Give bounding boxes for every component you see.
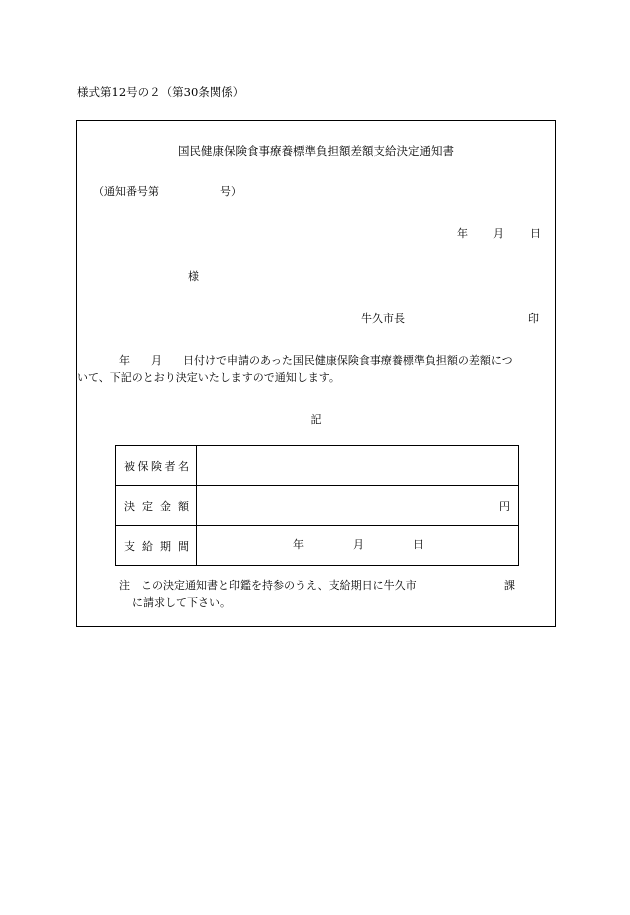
body-month: 月 <box>151 354 162 367</box>
decision-table <box>115 445 519 566</box>
document-title: 国民健康保険食事療養標準負担額差額支給決定通知書 <box>178 144 454 158</box>
decision-amount-label: 決定金額 <box>116 486 197 526</box>
period-year: 年 <box>293 538 304 551</box>
note-line-2: に請求して下さい。 <box>132 596 231 609</box>
insured-name-label: 被保険者名 <box>116 446 197 486</box>
date-month-label: 月 <box>493 227 504 240</box>
notice-form-frame <box>76 120 556 627</box>
seal-mark: 印 <box>528 312 539 325</box>
payment-period-value <box>197 526 519 566</box>
table-row <box>116 446 519 486</box>
body-year: 年 <box>119 354 130 367</box>
date-day-label: 日 <box>530 227 541 240</box>
period-day: 日 <box>413 538 424 551</box>
note-line-1: 注 この決定通知書と印鑑を持参のうえ、支給期日に牛久市 <box>119 579 417 592</box>
addressee-suffix: 様 <box>188 270 199 283</box>
body-line-1 <box>77 352 555 369</box>
payment-period-label: 支給期間 <box>116 526 197 566</box>
form-number-label: 様式第12号の２（第30条関係） <box>77 85 245 99</box>
body-paragraph <box>77 352 555 386</box>
insured-name-value <box>197 446 519 486</box>
table-row <box>116 486 519 526</box>
notice-number-suffix: 号） <box>220 185 242 198</box>
issuer-name: 牛久市長 <box>361 312 405 325</box>
notice-number-prefix: （通知番号第 <box>93 185 159 198</box>
body-line-2: いて、下記のとおり決定いたしますので通知します。 <box>77 371 340 384</box>
ki-heading: 記 <box>310 413 322 426</box>
table-row <box>116 526 519 566</box>
date-year-label: 年 <box>457 227 468 240</box>
decision-amount-value: 円 <box>197 486 519 526</box>
period-month: 月 <box>353 538 364 551</box>
body-line1-text: 日付けで申請のあった国民健康保険食事療養標準負担額の差額につ <box>183 354 513 367</box>
note-section-suffix: 課 <box>504 579 515 592</box>
